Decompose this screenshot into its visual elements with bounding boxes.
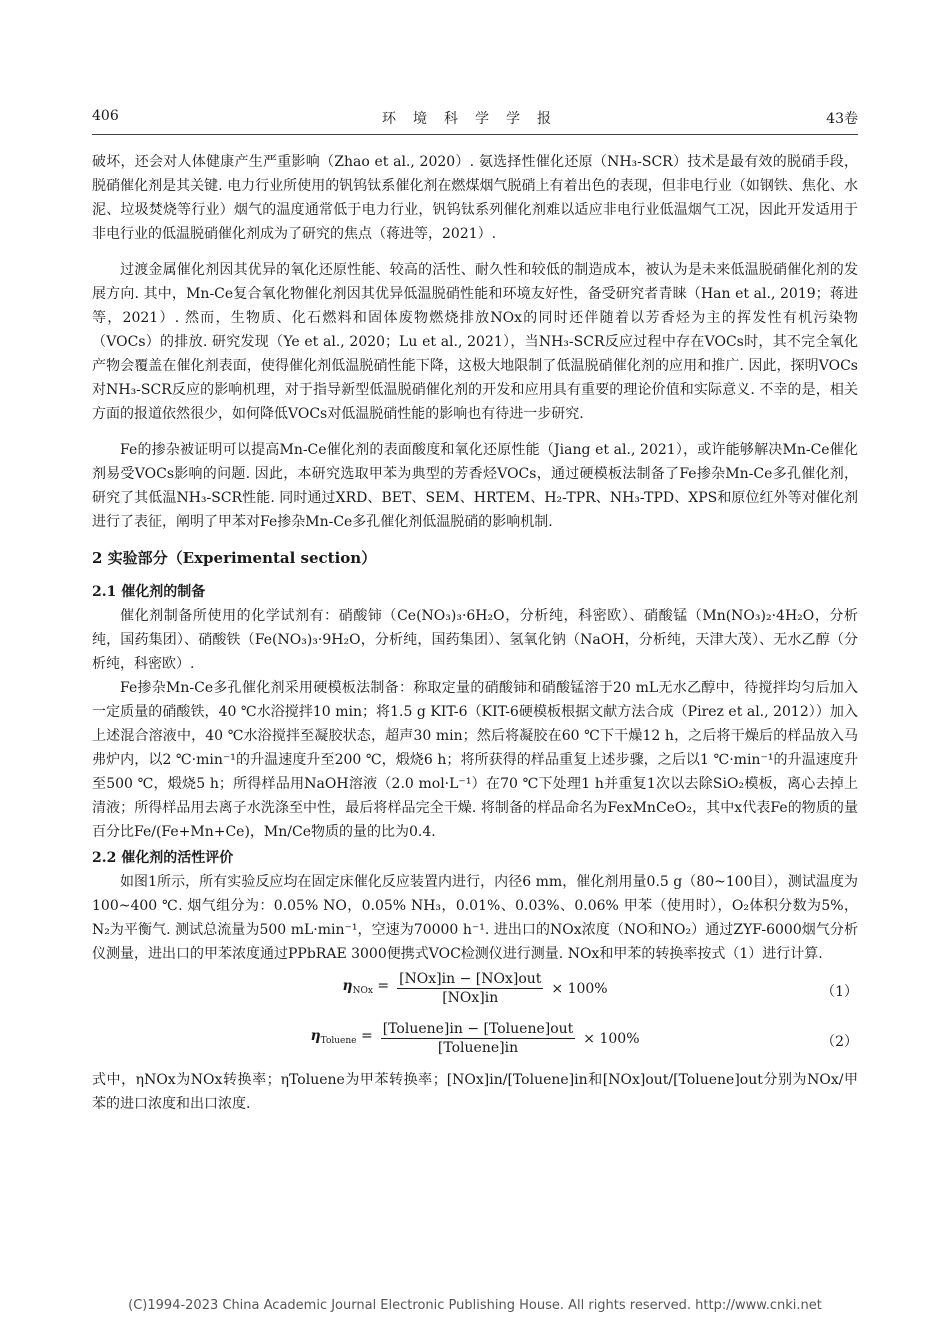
- eta-subscript: NOx: [352, 986, 373, 996]
- equation-number-1: （1）: [821, 984, 858, 1000]
- eta-symbol: η: [342, 978, 353, 994]
- eta-subscript: Toluene: [320, 1036, 357, 1046]
- journal-title: 环境科学学报: [382, 111, 568, 127]
- header-rule: [92, 134, 858, 135]
- equation-number-2: （2）: [821, 1034, 858, 1050]
- section-2-1-heading: 2.1 催化剂的制备: [92, 584, 206, 600]
- page-number: 406: [92, 108, 119, 124]
- eq1-numerator-b: [NOx]out: [475, 971, 542, 987]
- paragraph-reagents: 催化剂制备所使用的化学试剂有：硝酸铈（Ce(NO₃)₃·6H₂O，分析纯，科密欧）、硝酸锰（Mn(NO₃)₂·4H₂O，分析纯，国药集团）、硝酸铁（Fe(NO₃)₃·9H₂O，分析纯，国药集团）、氢氧化钠（NaOH，分析纯，天津大茂）、无水乙醇（分析纯，科密欧）.: [92, 608, 858, 672]
- paragraph-intro-1: 破坏，还会对人体健康产生严重影响（Zhao et al., 2020）. 氨选择性催化还原（NH₃-SCR）技术是最有效的脱硝手段，脱硝催化剂是其关键. 电力行业所使用的钒钨钛系催化剂在燃煤烟气脱硝上有着出色的表现，但非电行业（如钢铁、焦化、水泥、垃圾焚烧等行业）烟气的温度通常低于电力行业，钒钨钛系列催化剂难以适应非电行业低温烟气工况，因此开发适用于非电行业的低温脱硝催化剂成为了研究的焦点（蒋进等，2021）.: [92, 154, 858, 242]
- section-2-2-heading: 2.2 催化剂的活性评价: [92, 850, 234, 866]
- volume-label: 43卷: [826, 111, 858, 127]
- eq2-denominator: [Toluene]in: [437, 1040, 519, 1056]
- eta-symbol: η: [310, 1028, 321, 1044]
- copyright-footer: (C)1994-2023 China Academic Journal Electronic Publishing House. All rights reserved. http://www.cnki.net: [128, 1298, 822, 1313]
- eq1-numerator-a: [NOx]in: [399, 971, 456, 987]
- paragraph-preparation: Fe掺杂Mn-Ce多孔催化剂采用硬模板法制备：称取定量的硝酸铈和硝酸锰溶于20 mL无水乙醇中，待搅拌均匀后加入一定质量的硝酸铁，40 ℃水浴搅拌10 min；将1.5 g KIT-6（KIT-6硬模板根据文献方法合成（Pirez et al., 2012））加入上述混合溶液中，40 ℃水浴搅拌至凝胶状态，超声30 min；然后将凝胶在60 ℃下干燥12 h，之后将干燥后的样品放入马弗炉内，以2 ℃·min⁻¹的升温速度升至200 ℃，煅烧6 h；将所获得的样品重复上述步骤，之后以1 ℃·min⁻¹的升温速度升至500 ℃，煅烧5 h；所得样品用NaOH溶液（2.0 mol·L⁻¹）在70 ℃下处理1 h并重复1次以去除SiO₂模板，离心去掉上清液；所得样品用去离子水洗涤至中性，最后将样品完全干燥. 将制备的样品命名为FexMnCeO₂，其中x代表Fe的物质的量百分比Fe/(Fe+Mn+Ce)，Mn/Ce物质的量的比为0.4.: [92, 680, 858, 840]
- paragraph-intro-2: 过渡金属催化剂因其优异的氧化还原性能、较高的活性、耐久性和较低的制造成本，被认为是未来低温脱硝催化剂的发展方向. 其中，Mn-Ce复合氧化物催化剂因其优异低温脱硝性能和环境友好性，备受研究者青睐（Han et al., 2019；蒋进等，2021）. 然而，生物质、化石燃料和固体废物燃烧排放NOx的同时还伴随着以芳香烃为主的挥发性有机污染物（VOCs）的排放. 研究发现（Ye et al., 2020；Lu et al., 2021），当NH₃-SCR反应过程中存在VOCs时，其不完全氧化产物会覆盖在催化剂表面，使得催化剂低温脱硝性能下降，这极大地限制了低温脱硝催化剂的应用和推广. 因此，探明VOCs对NH₃-SCR反应的影响机理，对于指导新型低温脱硝催化剂的开发和应用具有重要的理论价值和实际意义. 不幸的是，相关方面的报道依然很少，如何降低VOCs对低温脱硝性能的影响也有待进一步研究.: [92, 262, 858, 422]
- running-header: [92, 108, 858, 132]
- section-2-heading: 2 实验部分（Experimental section）: [92, 549, 377, 567]
- eq1-times: × 100%: [551, 980, 608, 997]
- article-body: [92, 150, 858, 1116]
- eq2-numerator-b: [Toluene]out: [483, 1021, 574, 1037]
- eq2-times: × 100%: [583, 1030, 640, 1047]
- eq2-minus: −: [467, 1021, 480, 1037]
- eq1-denominator: [NOx]in: [442, 990, 499, 1006]
- paragraph-activity: 如图1所示，所有实验反应均在固定床催化反应装置内进行，内径6 mm，催化剂用量0.5 g（80~100目），测试温度为100~400 ℃. 烟气组分为：0.05% NO，0.05% NH₃，0.01%、0.03%、0.06% 甲苯（使用时），O₂体积分数为5%，N₂为平衡气. 测试总流量为500 mL·min⁻¹，空速为70000 h⁻¹. 进出口的NOx浓度（NO和NO₂）通过ZYF-6000烟气分析仪测量，进出口的甲苯浓度通过PPbRAE 3000便携式VOC检测仪进行测量. NOx和甲苯的转换率按式（1）进行计算.: [92, 874, 858, 962]
- eq2-numerator-a: [Toluene]in: [382, 1021, 463, 1037]
- eq1-minus: −: [459, 971, 472, 987]
- paragraph-intro-3: Fe的掺杂被证明可以提高Mn-Ce催化剂的表面酸度和氧化还原性能（Jiang et al., 2021），或许能够解决Mn-Ce催化剂易受VOCs影响的问题. 因此，本研究选取甲苯为典型的芳香烃VOCs，通过硬模板法制备了Fe掺杂Mn-Ce多孔催化剂，研究了其低温NH₃-SCR性能. 同时通过XRD、BET、SEM、HRTEM、H₂-TPR、NH₃-TPD、XPS和原位红外等对催化剂进行了表征，阐明了甲苯对Fe掺杂Mn-Ce多孔催化剂低温脱硝的影响机制.: [92, 442, 858, 530]
- paragraph-equation-legend: 式中，ηNOx为NOx转换率；ηToluene为甲苯转换率；[NOx]in/[Toluene]in和[NOx]out/[Toluene]out分别为NOx/甲苯的进口浓度和出口浓度.: [92, 1072, 858, 1112]
- equation-2: $\eta_{Toluene}$ = [Toluene]in − [Toluene]out [Toluene]in × 100% （2）: [310, 1021, 858, 1056]
- equation-1: $\eta_{NOx}$ = [NOx]in − [NOx]out [NOx]in × 100% （1）: [342, 971, 858, 1006]
